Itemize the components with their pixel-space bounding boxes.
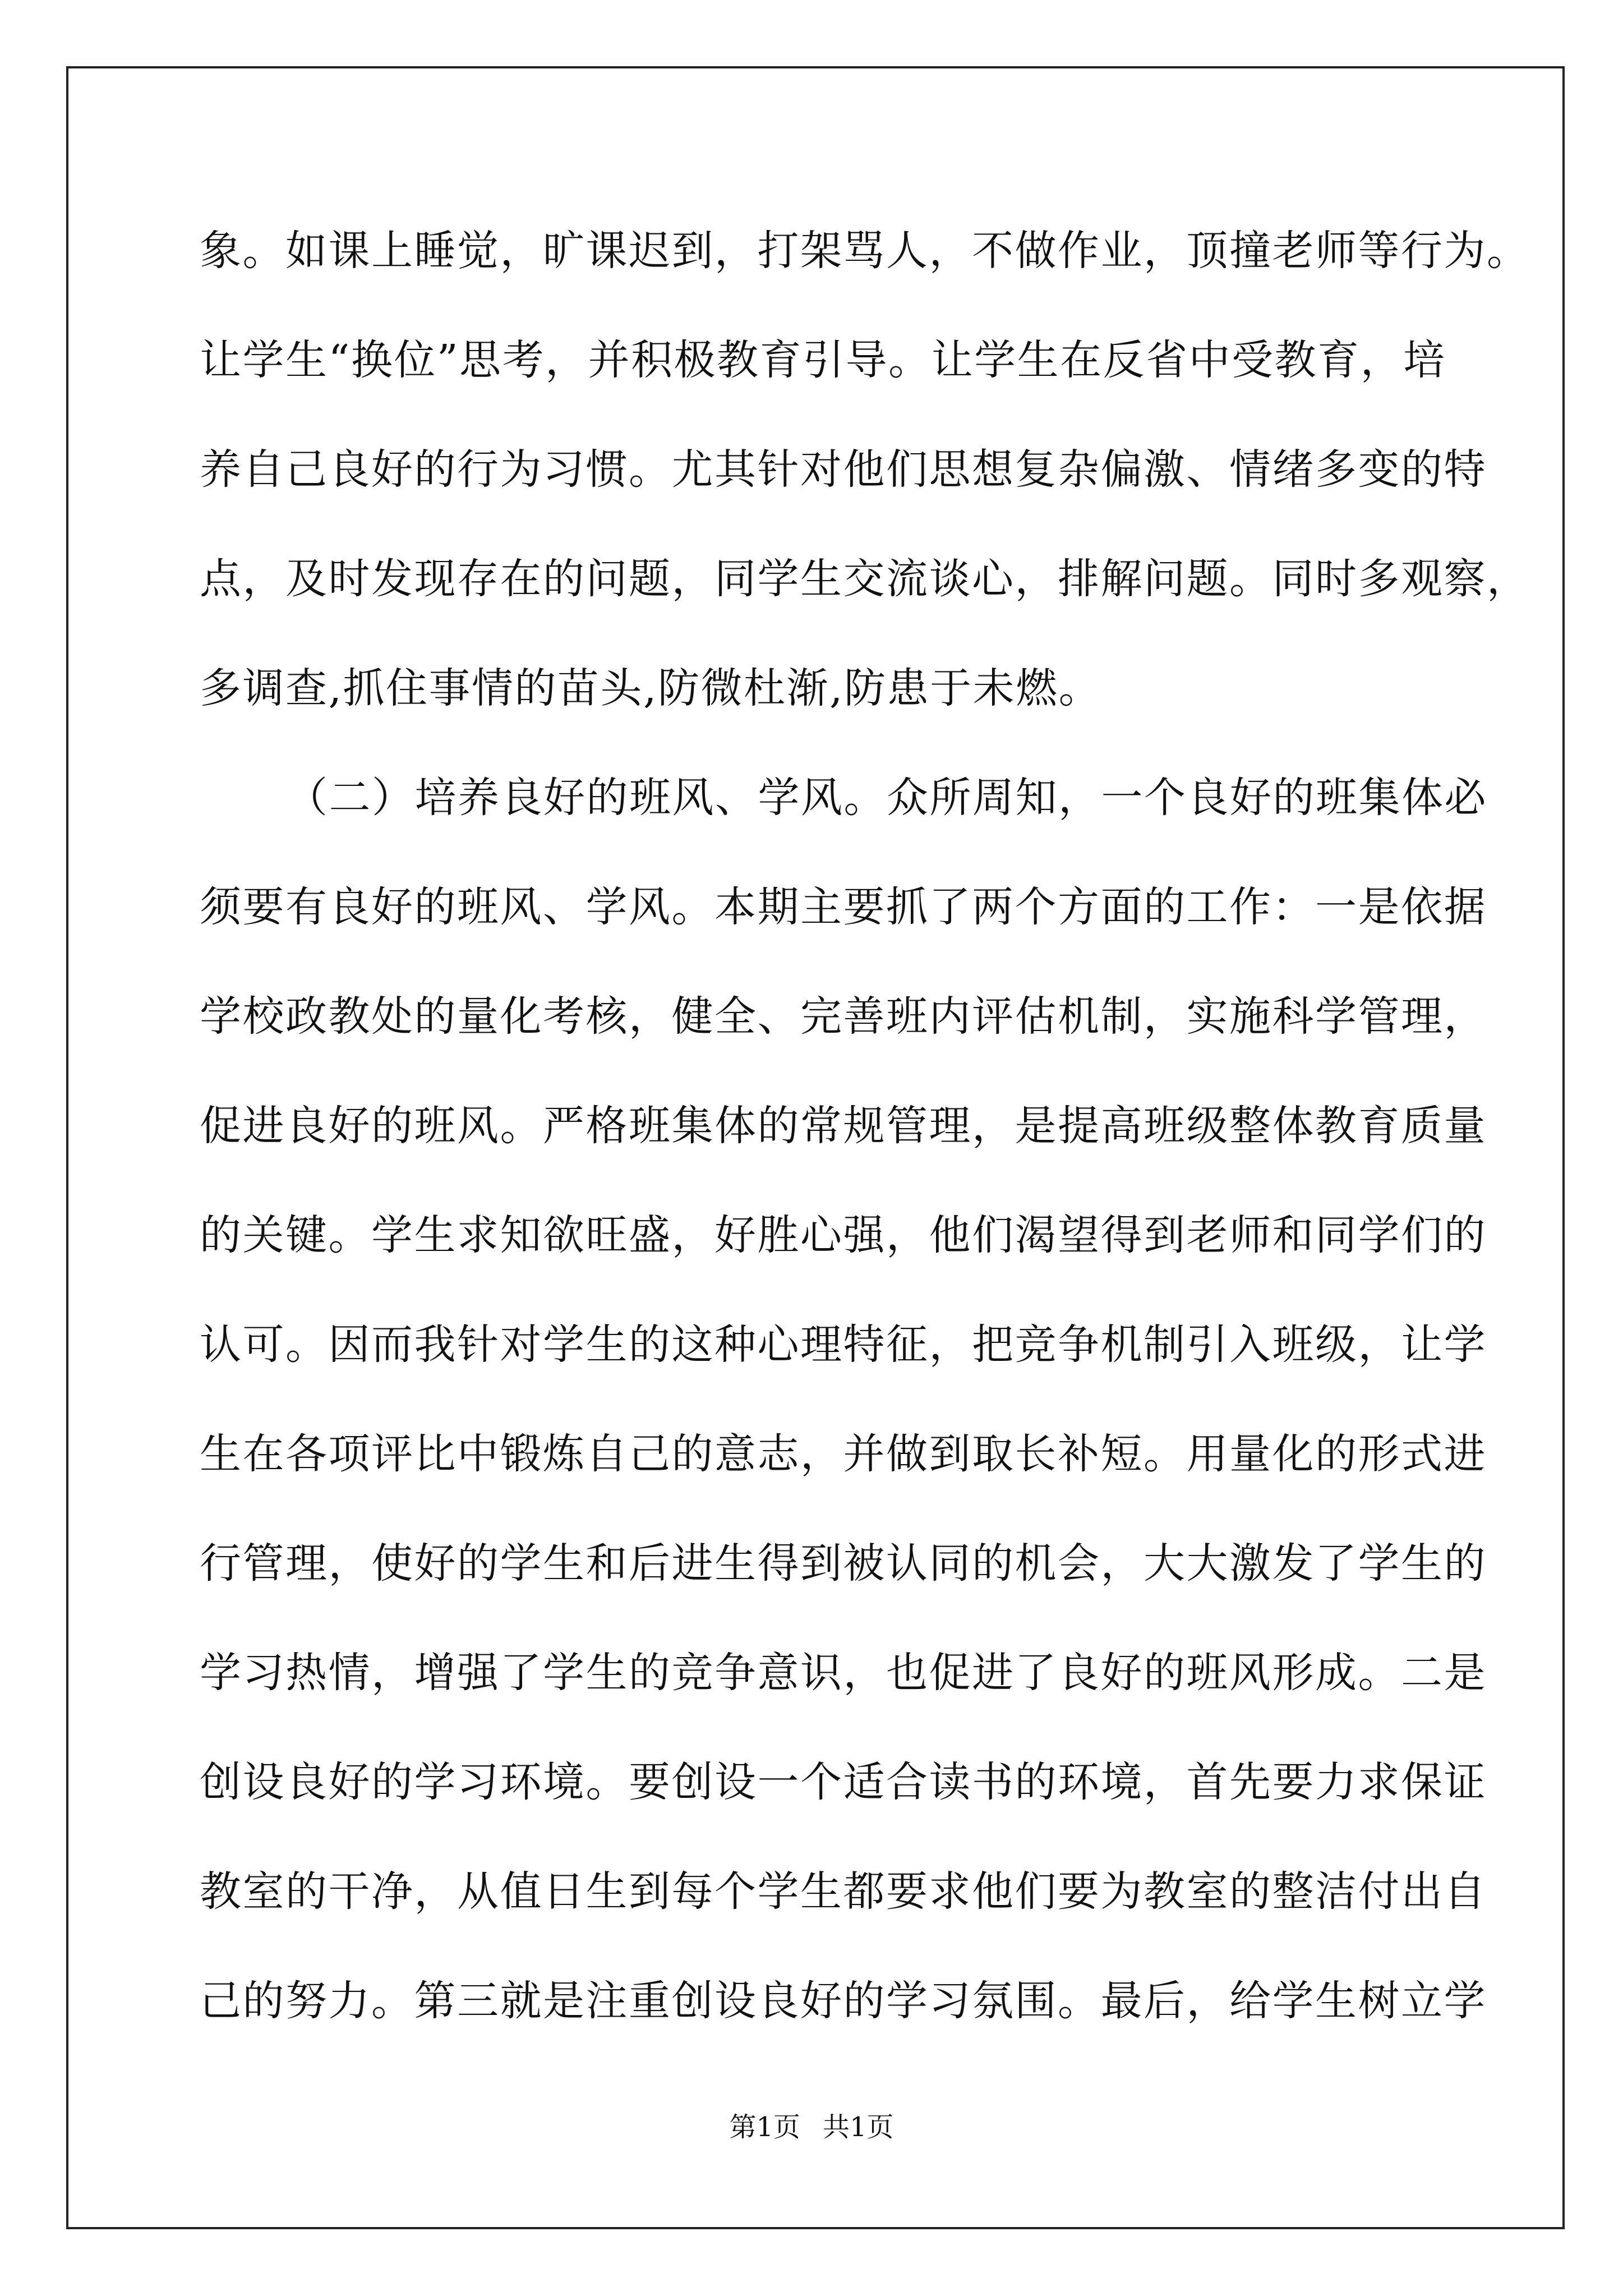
paragraph-line: 己的努力。第三就是注重创设良好的学习氛围。最后，给学生树立学 [200, 1977, 1487, 2025]
paragraph-line: 让学生“换位”思考，并积极教育引导。让学生在反省中受教育，培 [200, 336, 1446, 384]
page-number: 第1页 [729, 2111, 800, 2143]
paragraph-line: 教室的干净，从值日生到每个学生都要求他们要为教室的整洁付出自 [200, 1867, 1487, 1916]
paragraph-line: 认可。因而我针对学生的这种心理特征，把竞争机制引入班级，让学 [200, 1320, 1487, 1369]
paragraph-line: （二）培养良好的班风、学风。众所周知，一个良好的班集体必 [286, 774, 1487, 822]
paragraph-line: 点，及时发现存在的问题，同学生交流谈心，排解问题。同时多观察， [200, 555, 1530, 603]
page-total: 共1页 [823, 2111, 894, 2143]
paragraph-line: 的关键。学生求知欲旺盛，好胜心强，他们渴望得到老师和同学们的 [200, 1211, 1487, 1259]
paragraph-line: 多调查,抓住事情的苗头,防微杜渐,防患于未燃。 [200, 664, 1102, 712]
paragraph-line: 象。如课上睡觉，旷课迟到，打架骂人，不做作业，顶撞老师等行为。 [200, 227, 1530, 275]
paragraph-line: 养自己良好的行为习惯。尤其针对他们思想复杂偏激、情绪多变的特 [200, 445, 1487, 494]
paragraph-line: 学习热情，增强了学生的竞争意识，也促进了良好的班风形成。二是 [200, 1649, 1487, 1697]
page-footer [0, 2110, 1623, 2144]
paragraph-line: 行管理，使好的学生和后进生得到被认同的机会，大大激发了学生的 [200, 1539, 1487, 1588]
paragraph-line: 须要有良好的班风、学风。本期主要抓了两个方面的工作：一是依据 [200, 883, 1487, 931]
paragraph-line: 促进良好的班风。严格班集体的常规管理，是提高班级整体教育质量 [200, 1102, 1487, 1150]
paragraph-line: 创设良好的学习环境。要创设一个适合读书的环境，首先要力求保证 [200, 1758, 1487, 1806]
paragraph-line: 生在各项评比中锻炼自己的意志，并做到取长补短。用量化的形式进 [200, 1430, 1487, 1478]
paragraph-line: 学校政教处的量化考核，健全、完善班内评估机制，实施科学管理， [200, 992, 1487, 1041]
